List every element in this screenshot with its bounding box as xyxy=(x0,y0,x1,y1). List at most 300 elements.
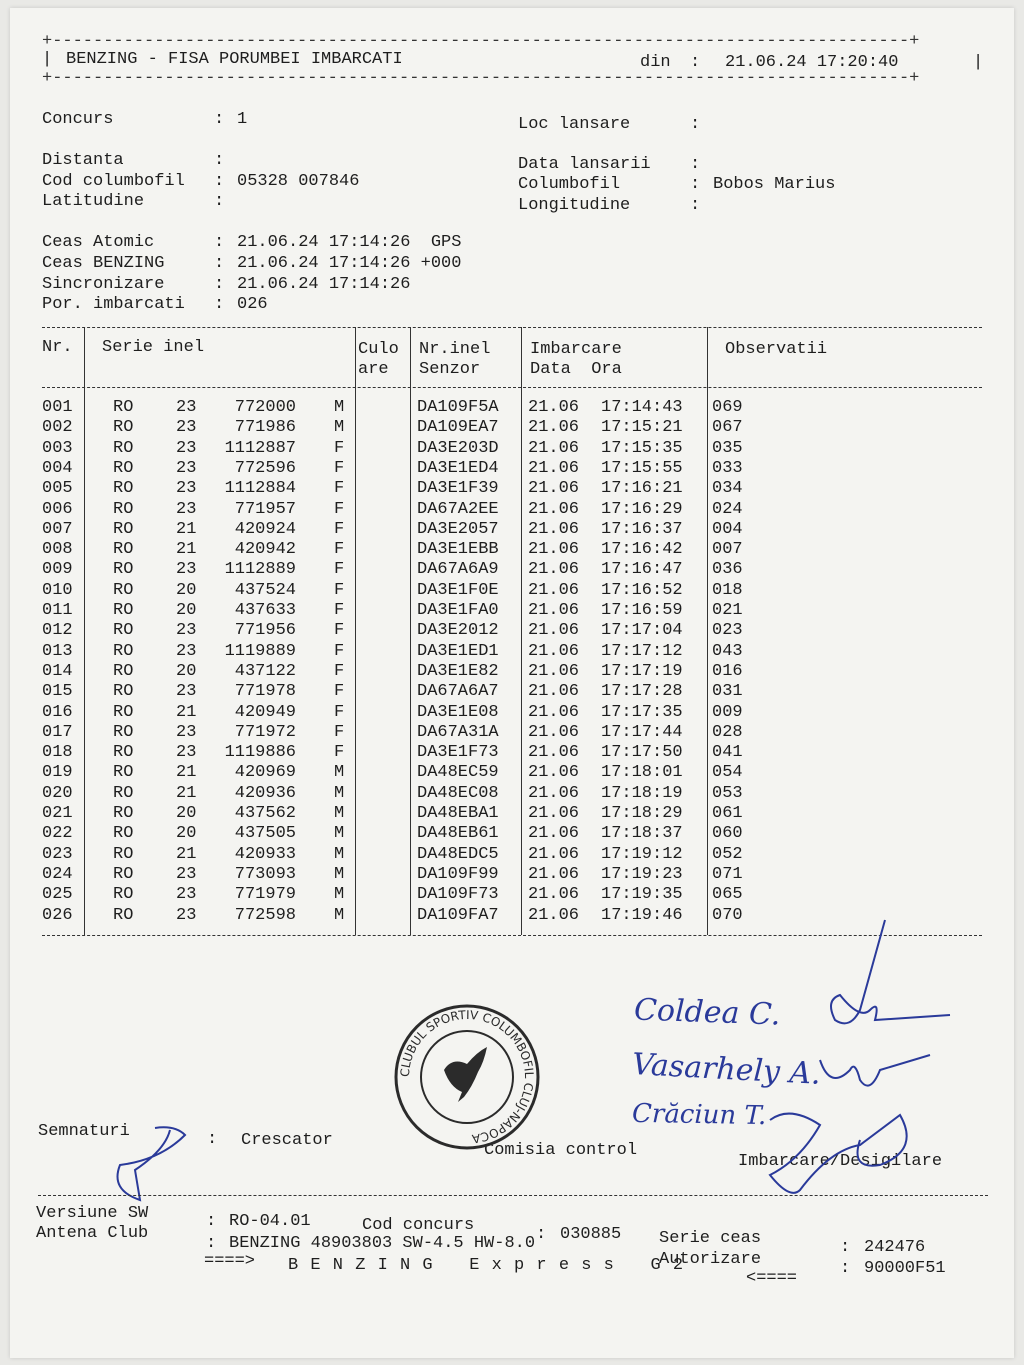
cell-data: 21.06 xyxy=(528,661,580,681)
cell-data: 21.06 xyxy=(528,398,580,417)
cell-senzor: DA3E1F39 xyxy=(417,479,499,499)
por-imbarcati-value: 026 xyxy=(237,295,268,314)
cell-inel: 437562 xyxy=(234,804,296,823)
semnaturi-label: Semnaturi xyxy=(38,1122,130,1141)
cell-obs: 004 xyxy=(712,519,743,539)
cell-inel: 771957 xyxy=(234,499,296,519)
th-imbarcare-1: Imbarcare xyxy=(530,340,622,359)
cell-inel: 771956 xyxy=(234,621,296,641)
cell-senzor: DA109F5A xyxy=(417,398,499,417)
cell-inel: 437505 xyxy=(234,824,296,844)
cell-sex: M xyxy=(334,824,345,844)
club-stamp xyxy=(392,1002,542,1152)
cell-senzor: DA67A31A xyxy=(417,722,499,742)
por-imbarcati-label: Por. imbarcati xyxy=(42,295,185,314)
serie-ceas-value: 242476 xyxy=(864,1238,926,1257)
cell-ora: 17:16:21 xyxy=(601,479,683,499)
cell-senzor: DA109FA7 xyxy=(417,905,499,925)
cell-ora: 17:16:42 xyxy=(601,540,683,560)
cell-senzor: DA48EBA1 xyxy=(417,804,499,823)
cell-nr: 010 xyxy=(42,580,73,600)
latitudine-label: Latitudine xyxy=(42,192,145,211)
cell-an: 23 xyxy=(176,560,197,580)
th-nr-inel-1: Nr.inel xyxy=(419,340,491,359)
cod-concurs-value: 030885 xyxy=(560,1225,622,1244)
cell-obs: 036 xyxy=(712,560,743,580)
cell-data: 21.06 xyxy=(528,540,580,560)
cell-sex: F xyxy=(334,601,345,620)
th-nr-inel-2: Senzor xyxy=(419,360,481,379)
cell-obs: 054 xyxy=(712,763,743,783)
cell-ora: 17:18:37 xyxy=(601,824,683,844)
cell-obs: 024 xyxy=(712,499,743,519)
th-observatii: Observatii xyxy=(725,340,828,359)
sincronizare-value: 21.06.24 17:14:26 xyxy=(237,275,411,294)
cell-an: 23 xyxy=(176,499,197,519)
cell-tara: RO xyxy=(113,560,134,580)
th-serie-inel: Serie inel xyxy=(102,338,205,357)
cell-inel: 437524 xyxy=(234,580,296,600)
cell-inel: 772598 xyxy=(234,905,296,925)
antena-label: Antena Club xyxy=(36,1224,149,1243)
cell-an: 23 xyxy=(176,864,197,884)
th-culoare-2: are xyxy=(358,360,389,379)
cell-obs: 071 xyxy=(712,864,743,884)
cell-sex: M xyxy=(334,398,345,417)
cell-sex: F xyxy=(334,580,345,600)
cell-an: 23 xyxy=(176,398,197,417)
cod-concurs-label: Cod concurs xyxy=(362,1216,475,1235)
cell-data: 21.06 xyxy=(528,458,580,478)
th-imbarcare-2: Data Ora xyxy=(530,360,622,379)
ceas-benzing-value: 21.06.24 17:14:26 +000 xyxy=(237,254,462,273)
columbofil-label: Columbofil xyxy=(518,175,621,194)
cell-obs: 034 xyxy=(712,479,743,499)
colon: : xyxy=(214,254,225,273)
cell-nr: 020 xyxy=(42,783,73,803)
cell-inel: 437122 xyxy=(234,661,296,681)
cell-data: 21.06 xyxy=(528,621,580,641)
cell-an: 23 xyxy=(176,641,197,661)
cell-inel: 772000 xyxy=(234,398,296,417)
concurs-label: Concurs xyxy=(42,110,114,129)
cell-ora: 17:15:55 xyxy=(601,458,683,478)
cell-senzor: DA3E1F0E xyxy=(417,580,499,600)
cell-data: 21.06 xyxy=(528,824,580,844)
cell-senzor: DA3E1E08 xyxy=(417,702,499,722)
cell-ora: 17:15:35 xyxy=(601,438,683,458)
cell-ora: 17:19:23 xyxy=(601,864,683,884)
colon: : xyxy=(690,196,701,215)
cell-sex: F xyxy=(334,519,345,539)
cell-senzor: DA48EDC5 xyxy=(417,844,499,864)
cell-nr: 003 xyxy=(42,438,73,458)
cell-tara: RO xyxy=(113,621,134,641)
cell-sex: M xyxy=(334,804,345,823)
cell-sex: M xyxy=(334,844,345,864)
cell-inel: 771978 xyxy=(234,682,296,702)
cell-sex: F xyxy=(334,702,345,722)
cell-obs: 035 xyxy=(712,438,743,458)
cell-inel: 1119889 xyxy=(224,641,296,661)
colon: : xyxy=(214,151,225,170)
cell-tara: RO xyxy=(113,418,134,438)
cell-ora: 17:17:50 xyxy=(601,743,683,763)
handwritten-name-1: Coldea C. xyxy=(633,992,781,1033)
cell-obs: 031 xyxy=(712,682,743,702)
cell-senzor: DA3E1EBB xyxy=(417,540,499,560)
cell-tara: RO xyxy=(113,905,134,925)
cell-data: 21.06 xyxy=(528,743,580,763)
concurs-value: 1 xyxy=(237,110,248,129)
cell-tara: RO xyxy=(113,661,134,681)
cell-nr: 006 xyxy=(42,499,73,519)
cell-inel: 1112887 xyxy=(224,438,296,458)
cell-an: 23 xyxy=(176,722,197,742)
crescator-label: Crescator xyxy=(241,1131,333,1150)
cell-ora: 17:17:35 xyxy=(601,702,683,722)
cell-data: 21.06 xyxy=(528,804,580,823)
cell-data: 21.06 xyxy=(528,499,580,519)
th-nr: Nr. xyxy=(42,338,73,357)
cell-an: 21 xyxy=(176,763,197,783)
cod-columbofil-label: Cod columbofil xyxy=(42,172,185,191)
cell-nr: 026 xyxy=(42,905,73,925)
cell-sex: M xyxy=(334,763,345,783)
cell-nr: 015 xyxy=(42,682,73,702)
cell-nr: 024 xyxy=(42,864,73,884)
cell-sex: F xyxy=(334,641,345,661)
cell-data: 21.06 xyxy=(528,560,580,580)
cell-sex: F xyxy=(334,682,345,702)
cell-an: 23 xyxy=(176,885,197,905)
cell-data: 21.06 xyxy=(528,438,580,458)
columbofil-value: Bobos Marius xyxy=(713,175,836,194)
cell-obs: 043 xyxy=(712,641,743,661)
cell-sex: F xyxy=(334,499,345,519)
cell-sex: F xyxy=(334,743,345,763)
express-left-arrow: ====> xyxy=(204,1252,256,1271)
cell-tara: RO xyxy=(113,438,134,458)
cell-obs: 065 xyxy=(712,885,743,905)
cell-data: 21.06 xyxy=(528,601,580,620)
cell-senzor: DA3E1F73 xyxy=(417,743,499,763)
cell-inel: 437633 xyxy=(234,601,296,620)
cell-ora: 17:17:04 xyxy=(601,621,683,641)
cell-inel: 771972 xyxy=(234,722,296,742)
cell-nr: 014 xyxy=(42,661,73,681)
cell-nr: 016 xyxy=(42,702,73,722)
cell-ora: 17:17:19 xyxy=(601,661,683,681)
cell-ora: 17:19:35 xyxy=(601,885,683,905)
cell-tara: RO xyxy=(113,398,134,417)
sincronizare-label: Sincronizare xyxy=(42,275,165,294)
cell-data: 21.06 xyxy=(528,702,580,722)
cell-an: 20 xyxy=(176,804,197,823)
cell-inel: 420924 xyxy=(234,519,296,539)
cell-inel: 771979 xyxy=(234,885,296,905)
cell-data: 21.06 xyxy=(528,885,580,905)
cell-obs: 067 xyxy=(712,418,743,438)
cell-senzor: DA3E2012 xyxy=(417,621,499,641)
cell-nr: 012 xyxy=(42,621,73,641)
cell-data: 21.06 xyxy=(528,783,580,803)
cell-an: 23 xyxy=(176,438,197,458)
cell-senzor: DA3E1E82 xyxy=(417,661,499,681)
cell-data: 21.06 xyxy=(528,682,580,702)
cell-data: 21.06 xyxy=(528,844,580,864)
cell-senzor: DA3E1FA0 xyxy=(417,601,499,620)
cell-sex: M xyxy=(334,864,345,884)
cell-nr: 025 xyxy=(42,885,73,905)
cell-an: 20 xyxy=(176,661,197,681)
cell-inel: 772596 xyxy=(234,458,296,478)
colon: : xyxy=(214,233,225,252)
cell-tara: RO xyxy=(113,864,134,884)
cell-inel: 1112889 xyxy=(224,560,296,580)
cell-obs: 060 xyxy=(712,824,743,844)
cell-ora: 17:16:59 xyxy=(601,601,683,620)
header-left-bar: | xyxy=(42,50,53,69)
cell-tara: RO xyxy=(113,885,134,905)
cell-tara: RO xyxy=(113,844,134,864)
serie-ceas-label: Serie ceas xyxy=(659,1229,762,1248)
comisia-label: Comisia control xyxy=(484,1141,638,1160)
cell-sex: F xyxy=(334,722,345,742)
cell-obs: 070 xyxy=(712,905,743,925)
ceas-atomic-value: 21.06.24 17:14:26 GPS xyxy=(237,233,462,252)
cell-ora: 17:18:19 xyxy=(601,783,683,803)
cell-an: 23 xyxy=(176,621,197,641)
header-top-rule: +------------------------------------------------------------------------------------+ xyxy=(42,35,920,49)
cell-tara: RO xyxy=(113,580,134,600)
cell-senzor: DA48EB61 xyxy=(417,824,499,844)
cell-an: 21 xyxy=(176,519,197,539)
cell-inel: 420942 xyxy=(234,540,296,560)
cell-sex: F xyxy=(334,540,345,560)
cell-data: 21.06 xyxy=(528,519,580,539)
cell-senzor: DA48EC59 xyxy=(417,763,499,783)
cell-an: 21 xyxy=(176,540,197,560)
cell-data: 21.06 xyxy=(528,479,580,499)
versiune-value: RO-04.01 xyxy=(229,1212,311,1231)
cell-nr: 008 xyxy=(42,540,73,560)
cell-ora: 17:14:43 xyxy=(601,398,683,417)
cell-nr: 018 xyxy=(42,743,73,763)
cell-senzor: DA3E1ED1 xyxy=(417,641,499,661)
cell-an: 23 xyxy=(176,479,197,499)
distanta-label: Distanta xyxy=(42,151,124,170)
cell-nr: 022 xyxy=(42,824,73,844)
autorizare-label: Autorizare xyxy=(659,1250,762,1269)
cell-an: 23 xyxy=(176,905,197,925)
cod-columbofil-value: 05328 007846 xyxy=(237,172,360,191)
cell-inel: 1119886 xyxy=(224,743,296,763)
footer-top-rule xyxy=(38,1195,988,1197)
cell-tara: RO xyxy=(113,540,134,560)
cell-nr: 001 xyxy=(42,398,73,417)
cell-obs: 016 xyxy=(712,661,743,681)
cell-nr: 007 xyxy=(42,519,73,539)
svg-text:CLUBUL SPORTIV COLUMBOFIL CLUJ: CLUBUL SPORTIV COLUMBOFIL CLUJ-NAPOCA xyxy=(397,1007,537,1146)
cell-ora: 17:19:12 xyxy=(601,844,683,864)
cell-obs: 021 xyxy=(712,601,743,620)
cell-senzor: DA3E1ED4 xyxy=(417,458,499,478)
cell-tara: RO xyxy=(113,743,134,763)
cell-senzor: DA67A6A9 xyxy=(417,560,499,580)
cell-tara: RO xyxy=(113,479,134,499)
express-text: B E N Z I N G E x p r e s s G 2 xyxy=(288,1256,684,1275)
cell-obs: 061 xyxy=(712,804,743,823)
cell-inel: 1112884 xyxy=(224,479,296,499)
cell-obs: 033 xyxy=(712,458,743,478)
colon: : xyxy=(690,175,701,194)
ceas-benzing-label: Ceas BENZING xyxy=(42,254,165,273)
cell-sex: F xyxy=(334,438,345,458)
cell-tara: RO xyxy=(113,783,134,803)
cell-senzor: DA67A2EE xyxy=(417,499,499,519)
cell-tara: RO xyxy=(113,682,134,702)
colon: : xyxy=(690,155,701,174)
cell-ora: 17:18:29 xyxy=(601,804,683,823)
cell-ora: 17:16:37 xyxy=(601,519,683,539)
colon: : xyxy=(206,1234,217,1253)
cell-tara: RO xyxy=(113,458,134,478)
cell-obs: 041 xyxy=(712,743,743,763)
cell-sex: F xyxy=(334,661,345,681)
colon: : xyxy=(214,192,225,211)
cell-nr: 005 xyxy=(42,479,73,499)
header-din-label: din xyxy=(640,53,671,72)
versiune-label: Versiune SW xyxy=(36,1204,149,1223)
cell-an: 23 xyxy=(176,418,197,438)
cell-tara: RO xyxy=(113,641,134,661)
cell-inel: 773093 xyxy=(234,864,296,884)
cell-data: 21.06 xyxy=(528,418,580,438)
cell-an: 20 xyxy=(176,580,197,600)
header-bottom-rule: +------------------------------------------------------------------------------------+ xyxy=(42,72,920,86)
cell-an: 21 xyxy=(176,702,197,722)
cell-data: 21.06 xyxy=(528,864,580,884)
cell-an: 23 xyxy=(176,458,197,478)
cell-data: 21.06 xyxy=(528,905,580,925)
cell-an: 23 xyxy=(176,743,197,763)
cell-an: 23 xyxy=(176,682,197,702)
cell-inel: 420933 xyxy=(234,844,296,864)
loc-lansare-label: Loc lansare xyxy=(518,115,631,134)
th-culoare-1: Culo xyxy=(358,340,399,359)
cell-nr: 013 xyxy=(42,641,73,661)
cell-nr: 021 xyxy=(42,804,73,823)
cell-nr: 004 xyxy=(42,458,73,478)
cell-data: 21.06 xyxy=(528,763,580,783)
cell-sex: M xyxy=(334,905,345,925)
colon: : xyxy=(840,1259,851,1278)
cell-senzor: DA109F99 xyxy=(417,864,499,884)
colon: : xyxy=(214,275,225,294)
cell-obs: 009 xyxy=(712,702,743,722)
data-lansarii-label: Data lansarii xyxy=(518,155,651,174)
cell-nr: 009 xyxy=(42,560,73,580)
cell-sex: M xyxy=(334,885,345,905)
header-title: BENZING - FISA PORUMBEI IMBARCATI xyxy=(66,50,403,69)
header-datetime: 21.06.24 17:20:40 xyxy=(725,53,899,72)
header-colon: : xyxy=(690,53,701,72)
cell-an: 20 xyxy=(176,601,197,620)
cell-senzor: DA109EA7 xyxy=(417,418,499,438)
cell-senzor: DA109F73 xyxy=(417,885,499,905)
cell-senzor: DA3E203D xyxy=(417,438,499,458)
handwritten-name-3: Crăciun T. xyxy=(631,1098,767,1132)
cell-an: 21 xyxy=(176,783,197,803)
cell-inel: 771986 xyxy=(234,418,296,438)
cell-data: 21.06 xyxy=(528,722,580,742)
cell-senzor: DA48EC08 xyxy=(417,783,499,803)
cell-ora: 17:17:12 xyxy=(601,641,683,661)
cell-an: 21 xyxy=(176,844,197,864)
cell-data: 21.06 xyxy=(528,580,580,600)
longitudine-label: Longitudine xyxy=(518,196,631,215)
cell-ora: 17:17:44 xyxy=(601,722,683,742)
cell-data: 21.06 xyxy=(528,641,580,661)
cell-tara: RO xyxy=(113,763,134,783)
cell-tara: RO xyxy=(113,519,134,539)
cell-sex: M xyxy=(334,418,345,438)
cell-nr: 002 xyxy=(42,418,73,438)
express-right-arrow: <==== xyxy=(746,1269,798,1288)
cell-obs: 069 xyxy=(712,398,743,417)
cell-tara: RO xyxy=(113,601,134,620)
imbarcare-desigilare-label: Imbarcare/Desigilare xyxy=(738,1152,943,1171)
cell-nr: 023 xyxy=(42,844,73,864)
cell-nr: 011 xyxy=(42,601,73,620)
cell-obs: 028 xyxy=(712,722,743,742)
cell-tara: RO xyxy=(113,499,134,519)
colon: : xyxy=(536,1225,547,1244)
cell-nr: 017 xyxy=(42,722,73,742)
handwritten-name-2: Vasarhely A. xyxy=(631,1047,822,1092)
cell-inel: 420969 xyxy=(234,763,296,783)
ceas-atomic-label: Ceas Atomic xyxy=(42,233,155,252)
cell-sex: F xyxy=(334,458,345,478)
colon: : xyxy=(214,172,225,191)
cell-obs: 007 xyxy=(712,540,743,560)
colon: : xyxy=(206,1212,217,1231)
colon: : xyxy=(207,1130,218,1149)
cell-inel: 420949 xyxy=(234,702,296,722)
cell-tara: RO xyxy=(113,804,134,823)
cell-obs: 053 xyxy=(712,783,743,803)
cell-obs: 052 xyxy=(712,844,743,864)
cell-obs: 023 xyxy=(712,621,743,641)
colon: : xyxy=(214,110,225,129)
cell-ora: 17:18:01 xyxy=(601,763,683,783)
colon: : xyxy=(214,295,225,314)
cell-sex: M xyxy=(334,783,345,803)
colon: : xyxy=(690,115,701,134)
cell-tara: RO xyxy=(113,722,134,742)
antena-value: BENZING 48903803 SW-4.5 HW-8.0 xyxy=(229,1234,536,1253)
cell-sex: F xyxy=(334,621,345,641)
cell-ora: 17:15:21 xyxy=(601,418,683,438)
cell-tara: RO xyxy=(113,824,134,844)
cell-nr: 019 xyxy=(42,763,73,783)
cell-ora: 17:16:29 xyxy=(601,499,683,519)
autorizare-value: 90000F51 xyxy=(864,1259,946,1278)
cell-sex: F xyxy=(334,560,345,580)
cell-an: 20 xyxy=(176,824,197,844)
header-right-bar: | xyxy=(973,53,984,72)
